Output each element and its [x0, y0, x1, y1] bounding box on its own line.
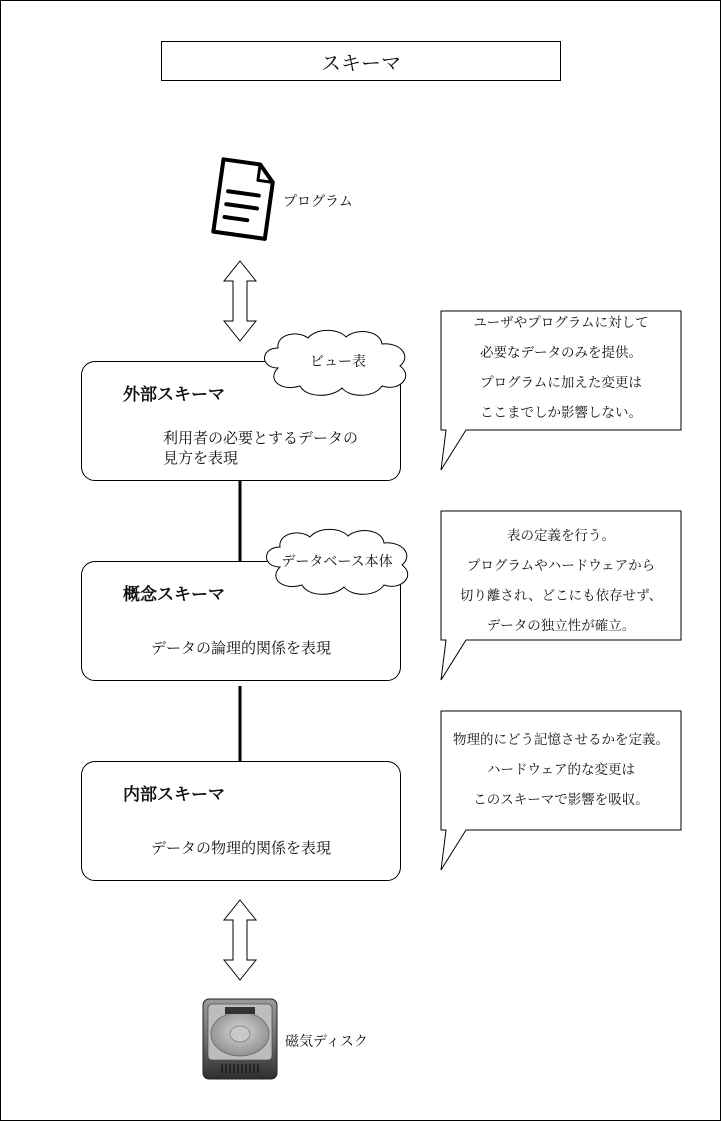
double-arrow-program [224, 261, 256, 341]
conceptual-schema-description: データの論理的関係を表現 [150, 639, 331, 657]
external-schema-description: 利用者の必要とするデータの 見方を表現 [163, 429, 359, 467]
cloud-database-body-label: データベース本体 [281, 554, 393, 570]
callout-line: 物理的にどう記憶させるかを定義。 [453, 732, 669, 748]
callout-line: ハードウェア的な変更は [487, 762, 635, 778]
double-arrow-disk [224, 900, 256, 980]
callout-line: ユーザやプログラムに対して [473, 315, 649, 331]
callout-internal-text [441, 725, 681, 815]
callout-conceptual-text [441, 521, 681, 641]
internal-schema-description: データの物理的関係を表現 [150, 839, 331, 857]
conceptual-schema-title: 概念スキーマ [123, 585, 225, 605]
callout-line: ここまでしか影響しない。 [480, 405, 642, 421]
disk-label: 磁気ディスク [285, 1034, 368, 1050]
internal-schema-box [81, 761, 401, 881]
callout-line: 表の定義を行う。 [507, 528, 615, 544]
diagram-title: スキーマ [161, 41, 561, 81]
document-icon [213, 159, 275, 239]
callout-line: データの独立性が確立。 [486, 618, 636, 634]
callout-line: 切り離され、どこにも依存せず、 [459, 588, 663, 604]
program-label: プログラム [283, 194, 353, 210]
external-schema-title: 外部スキーマ [123, 385, 225, 405]
internal-schema-title: 内部スキーマ [123, 785, 225, 805]
callout-line: このスキーマで影響を吸収。 [473, 792, 649, 808]
callout-line: プログラムに加えた変更は [480, 375, 642, 391]
callout-line: 必要なデータのみを提供。 [480, 345, 642, 361]
cloud-view-table-label: ビュー表 [310, 354, 366, 370]
callout-external-text [441, 308, 681, 428]
hard-disk-icon [203, 999, 277, 1079]
callout-line: プログラムやハードウェアから [466, 558, 656, 574]
